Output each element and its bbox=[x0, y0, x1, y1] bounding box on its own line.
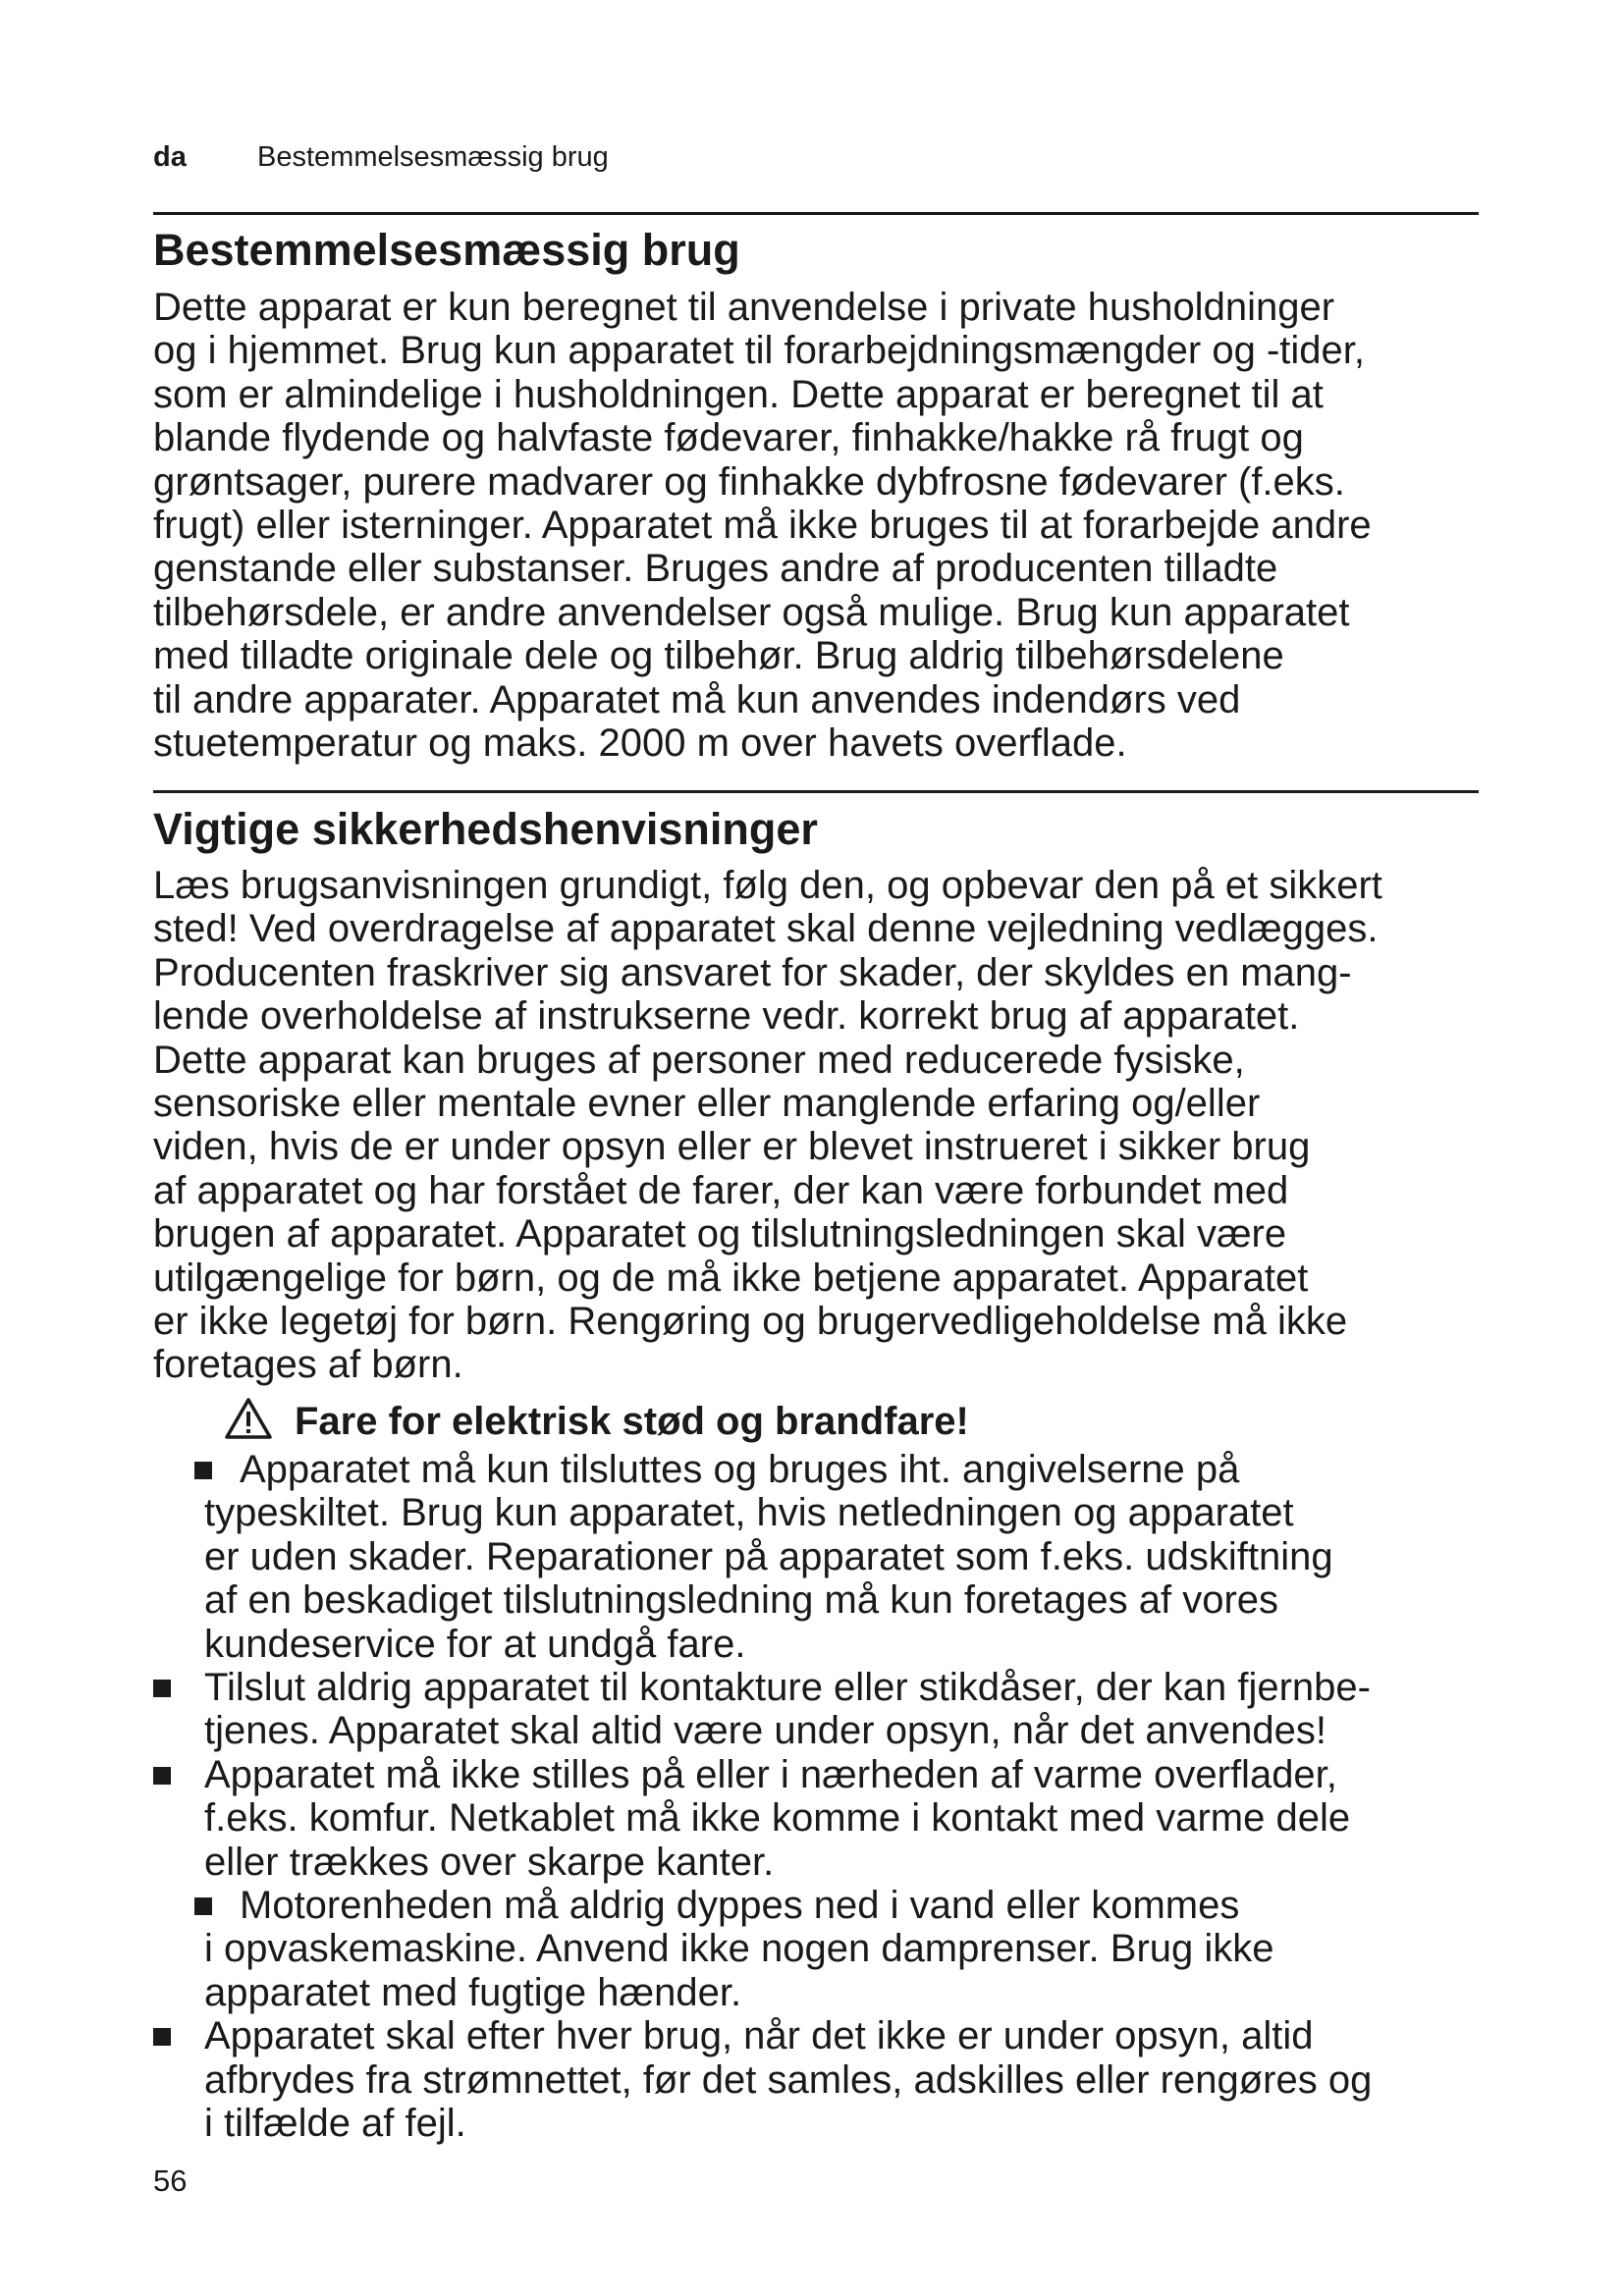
language-code: da bbox=[153, 141, 187, 173]
paragraph-line: sted! Ved overdragelse af apparatet skal denne vejledning vedlægges. bbox=[153, 907, 1379, 951]
paragraph-line: utilgængelige for børn, og de må ikke betjene apparatet. Apparatet bbox=[153, 1255, 1309, 1300]
bullet-square-icon bbox=[153, 1680, 171, 1697]
list-item-line: Apparatet må ikke stilles på eller i nærheden af varme overflader, bbox=[204, 1752, 1337, 1796]
section-divider bbox=[153, 790, 1479, 793]
paragraph-line: grøntsager, purere madvarer og finhakke dybfrosne fødevarer (f.eks. bbox=[153, 459, 1345, 504]
paragraph-line: Dette apparat er kun beregnet til anvendelse i private husholdninger bbox=[153, 286, 1335, 329]
paragraph-line: brugen af apparatet. Apparatet og tilslutningsledningen skal være bbox=[153, 1212, 1287, 1256]
paragraph-line: tilbehørsdele, er andre anvendelser også mulige. Brug kun apparatet bbox=[153, 590, 1350, 634]
bullet-square-icon bbox=[153, 2028, 171, 2046]
paragraph-line: viden, hvis de er under opsyn eller er blevet instrueret i sikker brug bbox=[153, 1125, 1311, 1169]
list-item-line: Motorenheden må aldrig dyppes ned i vand eller kommes bbox=[240, 1884, 1240, 1928]
list-item-line: i tilfælde af fejl. bbox=[204, 2102, 466, 2146]
bullet-square-icon bbox=[194, 1897, 212, 1915]
paragraph-line: lende overholdelse af instrukserne vedr. korrekt brug af apparatet. bbox=[153, 994, 1300, 1039]
list-item-line: kundeservice for at undgå fare. bbox=[204, 1622, 746, 1666]
list-item bbox=[153, 2014, 1498, 2145]
list-item bbox=[153, 1448, 1498, 1666]
paragraph-line: stuetemperatur og maks. 2000 m over havets overflade. bbox=[153, 721, 1127, 766]
paragraph-line: som er almindelige i husholdningen. Dette apparat er beregnet til at bbox=[153, 372, 1324, 416]
list-item-line: af en beskadiget tilslutningsledning må kun foretages af vores bbox=[204, 1578, 1279, 1623]
paragraph-line: genstande eller substanser. Bruges andre af producenten tilladte bbox=[153, 547, 1278, 591]
paragraph-line: blande flydende og halvfaste fødevarer, finhakke/hakke rå frugt og bbox=[153, 416, 1304, 460]
page-number: 56 bbox=[153, 2163, 188, 2198]
list-item-line: f.eks. komfur. Netkablet må ikke komme i kontakt med varme dele bbox=[204, 1796, 1351, 1841]
list-item-line: Apparatet skal efter hver brug, når det ikke er under opsyn, altid bbox=[204, 2014, 1314, 2058]
section-title-intended-use: Bestemmelsesmæssig brug bbox=[153, 225, 740, 275]
list-item bbox=[153, 1666, 1498, 1753]
warning-text: Fare for elektrisk stød og brandfare! bbox=[295, 1400, 969, 1443]
paragraph-line: Dette apparat kan bruges af personer med reducerede fysiske, bbox=[153, 1038, 1245, 1082]
paragraph-line: Producenten fraskriver sig ansvaret for skader, der skyldes en mang- bbox=[153, 950, 1352, 994]
warning-triangle-icon bbox=[224, 1397, 273, 1440]
paragraph-line: sensoriske eller mentale evner eller manglende erfaring og/eller bbox=[153, 1082, 1261, 1126]
bullet-square-icon bbox=[194, 1462, 212, 1479]
list-item-line: i opvaskemaskine. Anvend ikke nogen damprenser. Brug ikke bbox=[204, 1927, 1274, 1971]
list-item-line: apparatet med fugtige hænder. bbox=[204, 1970, 742, 2014]
list-item-line: er uden skader. Reparationer på apparatet som f.eks. udskiftning bbox=[204, 1534, 1333, 1578]
section-divider bbox=[153, 212, 1479, 215]
warning-heading bbox=[224, 1397, 969, 1445]
section-title-safety: Vigtige sikkerhedshenvisninger bbox=[153, 804, 818, 854]
safety-paragraph bbox=[153, 864, 1498, 1387]
running-header bbox=[153, 139, 609, 175]
paragraph-line: er ikke legetøj for børn. Rengøring og brugervedligeholdelse må ikke bbox=[153, 1300, 1348, 1344]
list-item-line: tjenes. Apparatet skal altid være under opsyn, når det anvendes! bbox=[204, 1709, 1326, 1753]
paragraph-line: og i hjemmet. Brug kun apparatet til forarbejdningsmængder og -tider, bbox=[153, 329, 1366, 373]
running-title: Bestemmelsesmæssig brug bbox=[257, 141, 609, 173]
paragraph-line: frugt) eller isterninger. Apparatet må ikke bruges til at forarbejde andre bbox=[153, 504, 1372, 548]
list-item-line: eller trækkes over skarpe kanter. bbox=[204, 1840, 775, 1884]
paragraph-line: til andre apparater. Apparatet må kun anvendes indendørs ved bbox=[153, 677, 1241, 721]
bullet-square-icon bbox=[153, 1767, 171, 1785]
intended-use-paragraph bbox=[153, 286, 1498, 765]
list-item-line: afbrydes fra strømnettet, før det samles, adskilles eller rengøres og bbox=[204, 2057, 1373, 2102]
paragraph-line: af apparatet og har forstået de farer, der kan være forbundet med bbox=[153, 1168, 1289, 1212]
paragraph-line: foretages af børn. bbox=[153, 1343, 463, 1387]
list-item-line: typeskiltet. Brug kun apparatet, hvis netledningen og apparatet bbox=[204, 1491, 1294, 1535]
paragraph-line: med tilladte originale dele og tilbehør. Brug aldrig tilbehørsdelene bbox=[153, 634, 1284, 678]
list-item-line: Tilslut aldrig apparatet til kontakture eller stikdåser, der kan fjernbe- bbox=[204, 1666, 1371, 1710]
safety-bullet-list bbox=[153, 1448, 1498, 2146]
list-item bbox=[153, 1753, 1498, 1884]
list-item-line: Apparatet må kun tilsluttes og bruges iht. angivelserne på bbox=[240, 1448, 1240, 1491]
paragraph-line: Læs brugsanvisningen grundigt, følg den, og opbevar den på et sikkert bbox=[153, 864, 1382, 907]
list-item bbox=[153, 1884, 1498, 2014]
